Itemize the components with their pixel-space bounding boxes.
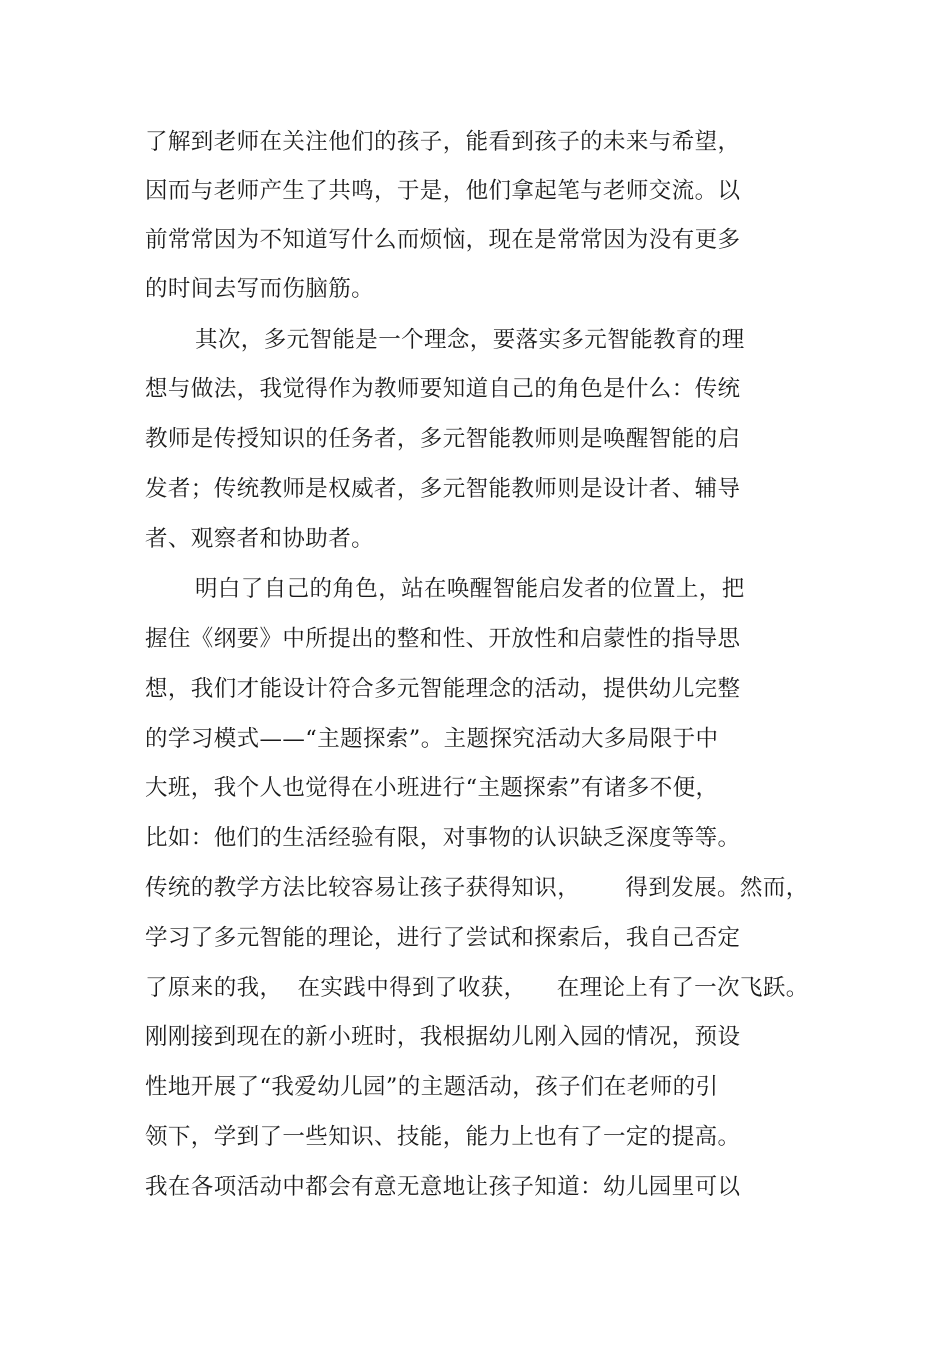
text-line: 比如：他们的生活经验有限，对事物的认识缺乏深度等等。 <box>145 825 741 851</box>
text-line: 了原来的我， 在实践中得到了收获， 在理论上有了一次飞跃。 <box>145 975 809 1001</box>
text-line: 刚刚接到现在的新小班时，我根据幼儿刚入园的情况，预设 <box>145 1024 741 1050</box>
text-line: 传统的教学方法比较容易让孩子获得知识， 得到发展。然而， <box>145 875 809 901</box>
text-line: 的学习模式——“主题探索”。主题探究活动大多局限于中 <box>145 726 719 752</box>
text-line: 大班，我个人也觉得在小班进行“主题探索”有诸多不便， <box>145 775 719 801</box>
text-line: 教师是传授知识的任务者，多元智能教师则是唤醒智能的启 <box>145 426 741 452</box>
paragraph-first-line: 其次，多元智能是一个理念，要落实多元智能教育的理 <box>195 327 745 353</box>
text-line: 发者；传统教师是权威者，多元智能教师则是设计者、辅导 <box>145 476 741 502</box>
text-line: 想，我们才能设计符合多元智能理念的活动，提供幼儿完整 <box>145 676 741 702</box>
text-line: 我在各项活动中都会有意无意地让孩子知道：幼儿园里可以 <box>145 1174 741 1200</box>
text-line: 了解到老师在关注他们的孩子，能看到孩子的未来与希望， <box>145 129 741 155</box>
text-line: 学习了多元智能的理论，进行了尝试和探索后，我自己否定 <box>145 925 741 951</box>
text-line: 性地开展了“我爱幼儿园”的主题活动，孩子们在老师的引 <box>145 1074 719 1100</box>
text-line: 握住《纲要》中所提出的整和性、开放性和启蒙性的指导思 <box>145 626 741 652</box>
text-line: 者、观察者和协助者。 <box>145 526 375 552</box>
text-line: 的时间去写而伤脑筋。 <box>145 276 375 302</box>
text-line: 前常常因为不知道写什么而烦恼，现在是常常因为没有更多 <box>145 227 741 253</box>
text-line: 领下，学到了一些知识、技能，能力上也有了一定的提高。 <box>145 1124 741 1150</box>
paragraph-first-line: 明白了自己的角色，站在唤醒智能启发者的位置上，把 <box>195 576 745 602</box>
text-line: 想与做法，我觉得作为教师要知道自己的角色是什么：传统 <box>145 376 741 402</box>
text-line: 因而与老师产生了共鸣，于是，他们拿起笔与老师交流。以 <box>145 178 741 204</box>
